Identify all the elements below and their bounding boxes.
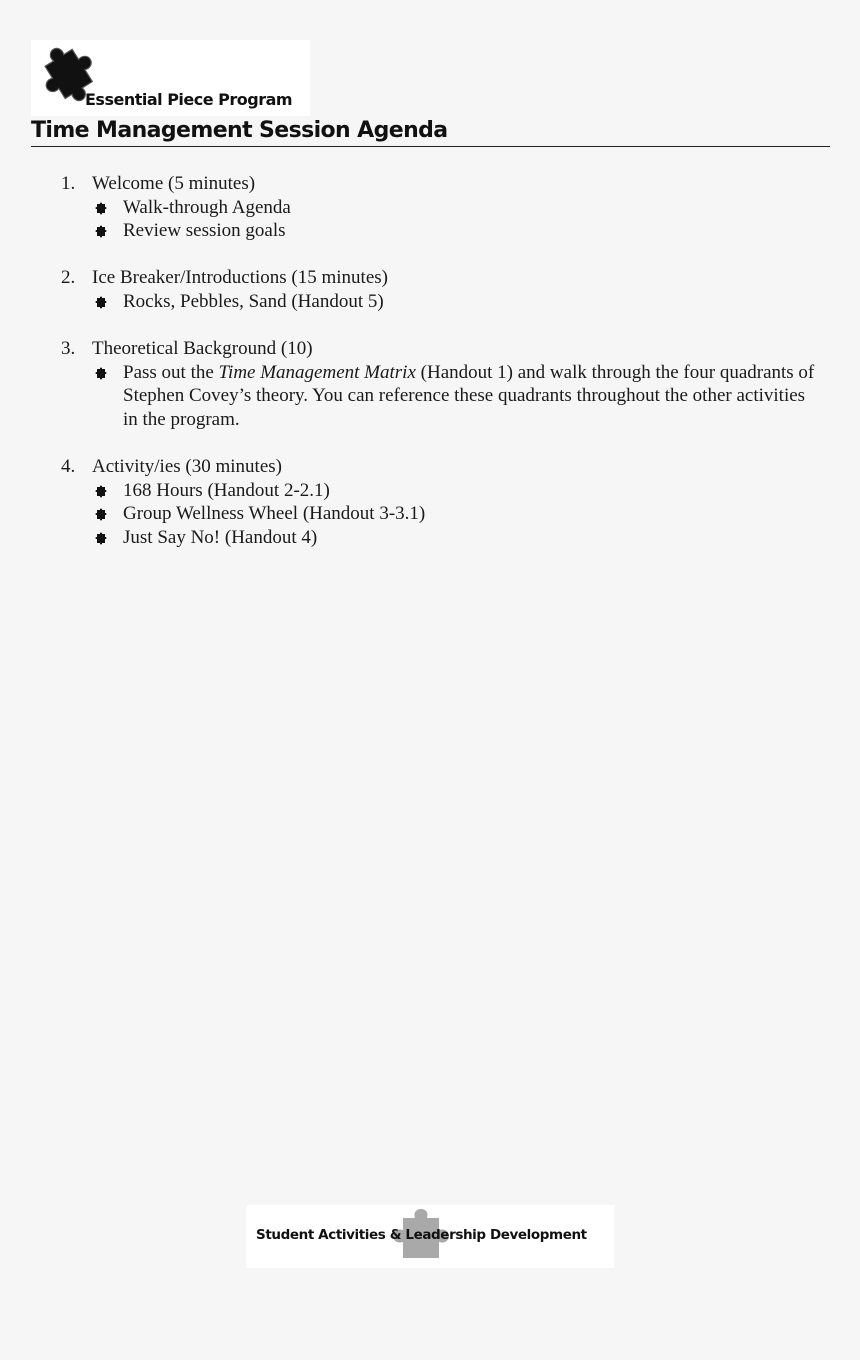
agenda-item <box>0 479 860 503</box>
puzzle-bullet-icon <box>93 366 109 381</box>
item-text: Group Wellness Wheel (Handout 3-3.1) <box>123 503 426 525</box>
puzzle-bullet-icon <box>93 224 109 239</box>
item-text: Review session goals <box>123 220 286 242</box>
agenda-section <box>0 455 860 549</box>
agenda-item <box>0 219 860 243</box>
section-number: 3. <box>61 338 76 360</box>
section-heading: Theoretical Background (10) <box>92 338 313 360</box>
item-text-emphasis: Time Management Matrix <box>218 361 416 383</box>
item-text-before: Pass out the <box>123 361 219 383</box>
section-heading: Ice Breaker/Introductions (15 minutes) <box>92 267 388 289</box>
item-text: Walk-through Agenda <box>123 196 291 218</box>
agenda-section <box>0 337 860 431</box>
page-title: Time Management Session Agenda <box>31 118 448 143</box>
agenda-section <box>0 266 860 313</box>
section-number: 2. <box>61 267 76 289</box>
section-heading: Activity/ies (30 minutes) <box>92 456 282 478</box>
puzzle-bullet-icon <box>93 295 109 310</box>
title-divider <box>31 146 830 147</box>
item-text: Rocks, Pebbles, Sand (Handout 5) <box>123 290 384 312</box>
program-logo <box>31 40 310 116</box>
puzzle-bullet-icon <box>93 531 109 546</box>
logo-text: Essential Piece Program <box>85 90 293 109</box>
puzzle-bullet-icon <box>93 507 109 522</box>
puzzle-bullet-icon <box>93 484 109 499</box>
footer-logo <box>246 1205 614 1268</box>
puzzle-bullet-icon <box>93 201 109 216</box>
footer-text: Student Activities & Leadership Development <box>256 1227 587 1243</box>
section-number: 1. <box>61 173 76 194</box>
item-text: Just Say No! (Handout 4) <box>123 526 318 548</box>
agenda-item <box>0 290 860 314</box>
agenda-item <box>0 361 860 432</box>
section-number: 4. <box>61 456 76 478</box>
agenda-list <box>0 172 860 573</box>
section-heading: Welcome (5 minutes) <box>92 173 256 194</box>
agenda-section <box>0 172 860 243</box>
agenda-item <box>0 526 860 550</box>
agenda-item <box>0 502 860 526</box>
item-text-after: (Handout 1) and walk through the four quadrants of Stephen Covey’s theory. You can reference these quadrants throughout the other activities in the program. <box>123 361 815 430</box>
agenda-item <box>0 196 860 220</box>
item-text: 168 Hours (Handout 2-2.1) <box>123 479 330 501</box>
